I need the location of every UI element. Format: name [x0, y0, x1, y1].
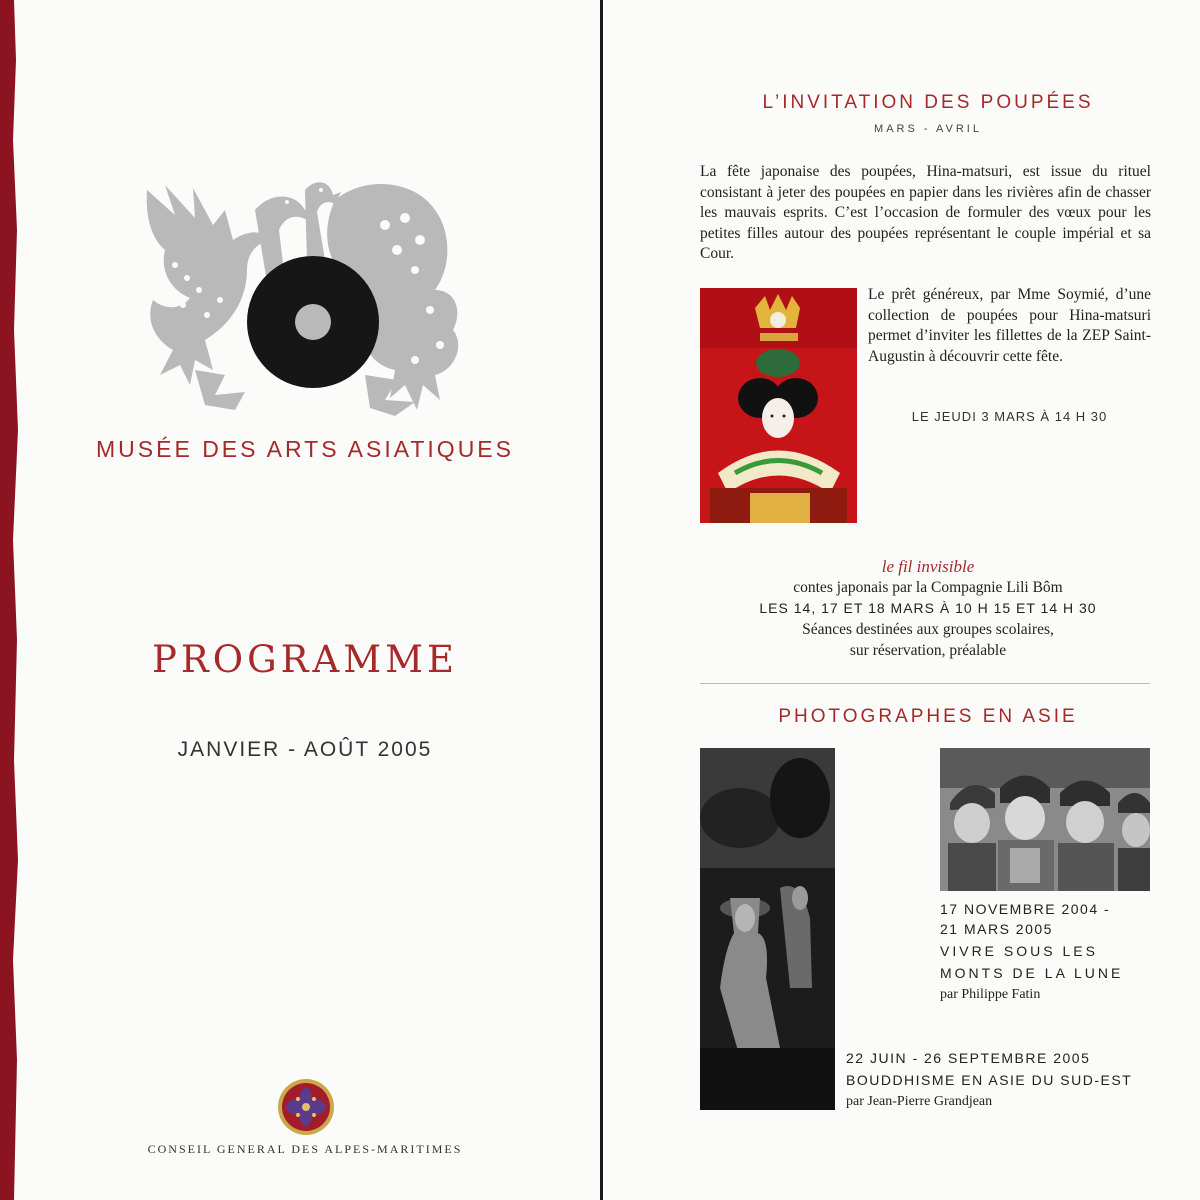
- programme-period: JANVIER - AOÛT 2005: [177, 738, 433, 761]
- section-title-dolls: L’INVITATION DES POUPÉES: [762, 92, 1094, 113]
- council-emblem-icon: [276, 1077, 336, 1137]
- exhibit-caption-bouddhisme: [846, 1047, 1166, 1113]
- exhibit2-dates: 22 JUIN - 26 SEPTEMBRE 2005: [846, 1050, 1091, 1066]
- section-divider: [700, 683, 1150, 684]
- doll-photo: [700, 288, 857, 523]
- programme-title: PROGRAMME: [151, 638, 458, 681]
- children-photo: [940, 748, 1150, 891]
- exhibit2-title: BOUDDHISME EN ASIE DU SUD-EST: [846, 1072, 1133, 1088]
- exhibit-title-line2: MONTS DE LA LUNE: [940, 965, 1124, 981]
- museum-name: MUSÉE DES ARTS ASIATIQUES: [96, 436, 514, 462]
- exhibit-title-line1: VIVRE SOUS LES: [940, 943, 1098, 959]
- exhibit-dates-end: 21 MARS 2005: [940, 921, 1053, 937]
- exhibit-credit: par Philippe Fatin: [940, 987, 1041, 1002]
- section-title-photographers: PHOTOGRAPHES EN ASIE: [778, 706, 1078, 727]
- section-subtitle-dolls: MARS - AVRIL: [874, 123, 982, 135]
- event-fil-invisible: [648, 556, 1200, 661]
- event-description: contes japonais par la Compagnie Lili Bôm: [793, 579, 1063, 596]
- dolls-intro-text: La fête japonaise des poupées, Hina-matsuri, est issue du rituel consistant à jeter des poupées en papier dans les rivières afin de chasser les mauvais esprits. C’est l’occasion de formuler des vœux pour les petites filles autour des poupées représentant le couple impérial et sa Cour.: [700, 163, 1151, 262]
- phoenix-logo-icon: [135, 170, 475, 420]
- event-dates: LES 14, 17 ET 18 MARS À 10 H 15 ET 14 H 30: [759, 600, 1097, 616]
- buddha-statue-photo: [700, 748, 835, 1110]
- doll-event-date: LE JEUDI 3 MARS À 14 H 30: [911, 409, 1108, 424]
- event-booking: sur réservation, préalable: [849, 642, 1007, 659]
- exhibit-dates-start: 17 NOVEMBRE 2004 -: [940, 901, 1111, 917]
- event-title: le fil invisible: [881, 557, 975, 576]
- red-page-edge: [0, 0, 22, 1200]
- council-name: CONSEIL GENERAL DES ALPES-MARITIMES: [147, 1142, 463, 1156]
- doll-loan-text: Le prêt généreux, par Mme Soymié, d’une collection de poupées pour Hina-matsuri permet d’inviter les fillettes de la ZEP Saint-Augustin à découvrir cette fête.: [868, 286, 1151, 365]
- event-audience: Séances destinées aux groupes scolaires,: [802, 621, 1054, 638]
- exhibit-caption-lune: [940, 898, 1160, 1006]
- exhibit2-credit: par Jean-Pierre Grandjean: [846, 1094, 993, 1109]
